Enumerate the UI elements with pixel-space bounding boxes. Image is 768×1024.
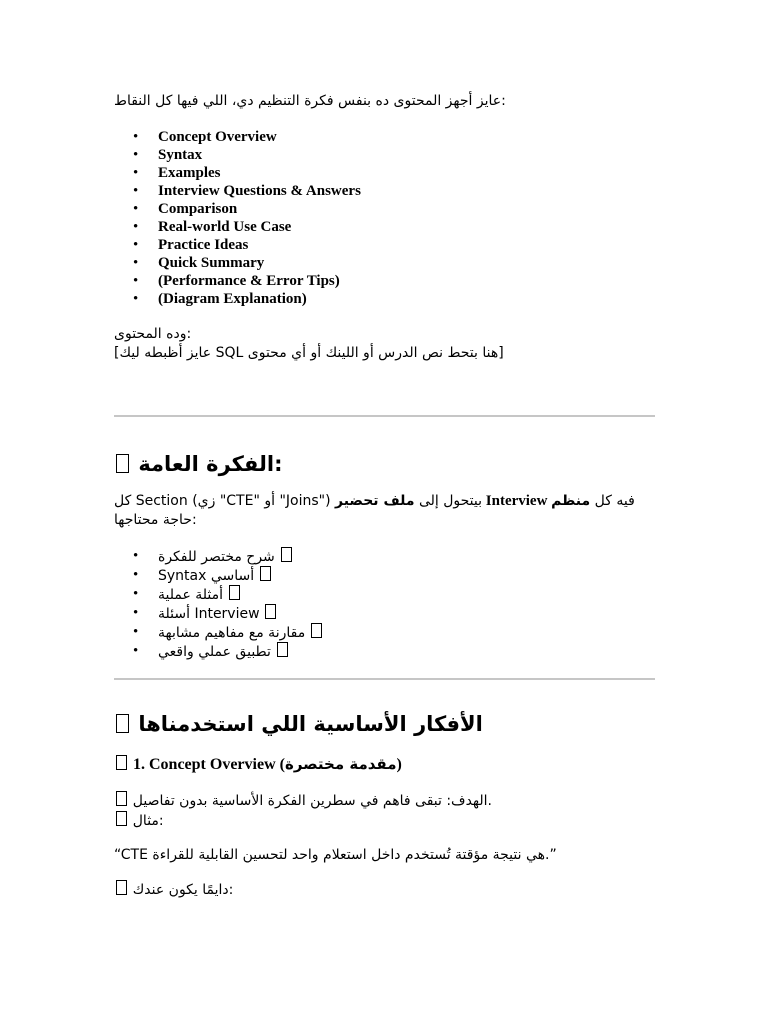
content-note-line2: [عايز أظبطه ليك SQL هنا بتحط نص الدرس أو اللينك أو أي محتوى] (114, 345, 504, 361)
document-body (114, 92, 655, 900)
missing-glyph-icon (116, 811, 127, 826)
list-item: • Comparison (114, 200, 655, 218)
missing-glyph-icon (116, 714, 129, 733)
list-item: • Syntax أساسي (114, 566, 655, 585)
missing-glyph-icon (281, 547, 292, 562)
missing-glyph-icon (277, 642, 288, 657)
example-label: مثال: (114, 811, 655, 831)
example-quote: “CTE هي نتيجة مؤقتة تُستخدم داخل استعلام واحد لتحسين القابلية للقراءة.” (114, 847, 557, 863)
concept-overview-subheading: 1. Concept Overview (مقدمة مختصرة) (114, 754, 655, 775)
always-line: دايمًا يكون عندك: (114, 880, 655, 900)
general-idea-heading: الفكرة العامة: (114, 450, 655, 478)
missing-glyph-icon (116, 755, 127, 770)
list-item: • Quick Summary (114, 254, 655, 272)
goal-line: الهدف: تبقى فاهم في سطرين الفكرة الأساسية بدون تفاصيل. (114, 791, 655, 811)
main-ideas-heading: الأفكار الأساسية اللي استخدمناها (114, 710, 655, 738)
missing-glyph-icon (116, 880, 127, 895)
missing-glyph-icon (265, 604, 276, 619)
missing-glyph-icon (116, 791, 127, 806)
list-item: • Practice Ideas (114, 236, 655, 254)
list-item: • (Performance & Error Tips) (114, 272, 655, 290)
general-idea-description: كل Section (زي "CTE" أو "Joins") بيتحول إلى ملف تحضير Interview فيه كل منظم (114, 493, 635, 509)
list-item: • Interview Questions & Answers (114, 182, 655, 200)
missing-glyph-icon (229, 585, 240, 600)
intro-request-line: عايز أجهز المحتوى ده بنفس فكرة التنظيم دي، اللي فيها كل النقاط: (114, 93, 506, 109)
missing-glyph-icon (260, 566, 271, 581)
list-item: • Concept Overview (114, 128, 655, 146)
list-item: • أمثلة عملية (114, 585, 655, 604)
list-item: • Syntax (114, 146, 655, 164)
sections-list (114, 128, 655, 308)
general-idea-items (114, 547, 655, 661)
list-item: • مقارنة مع مفاهيم مشابهة (114, 623, 655, 642)
list-item: • (Diagram Explanation) (114, 290, 655, 308)
list-item: • Real-world Use Case (114, 218, 655, 236)
list-item: • Examples (114, 164, 655, 182)
missing-glyph-icon (311, 623, 322, 638)
list-item: • أسئلة Interview (114, 604, 655, 623)
general-idea-description-line2: حاجة محتاجها: (114, 512, 197, 528)
content-note-line1: وده المحتوى: (114, 326, 192, 342)
list-item: • تطبيق عملي واقعي (114, 642, 655, 661)
list-item: • شرح مختصر للفكرة (114, 547, 655, 566)
missing-glyph-icon (116, 454, 129, 473)
